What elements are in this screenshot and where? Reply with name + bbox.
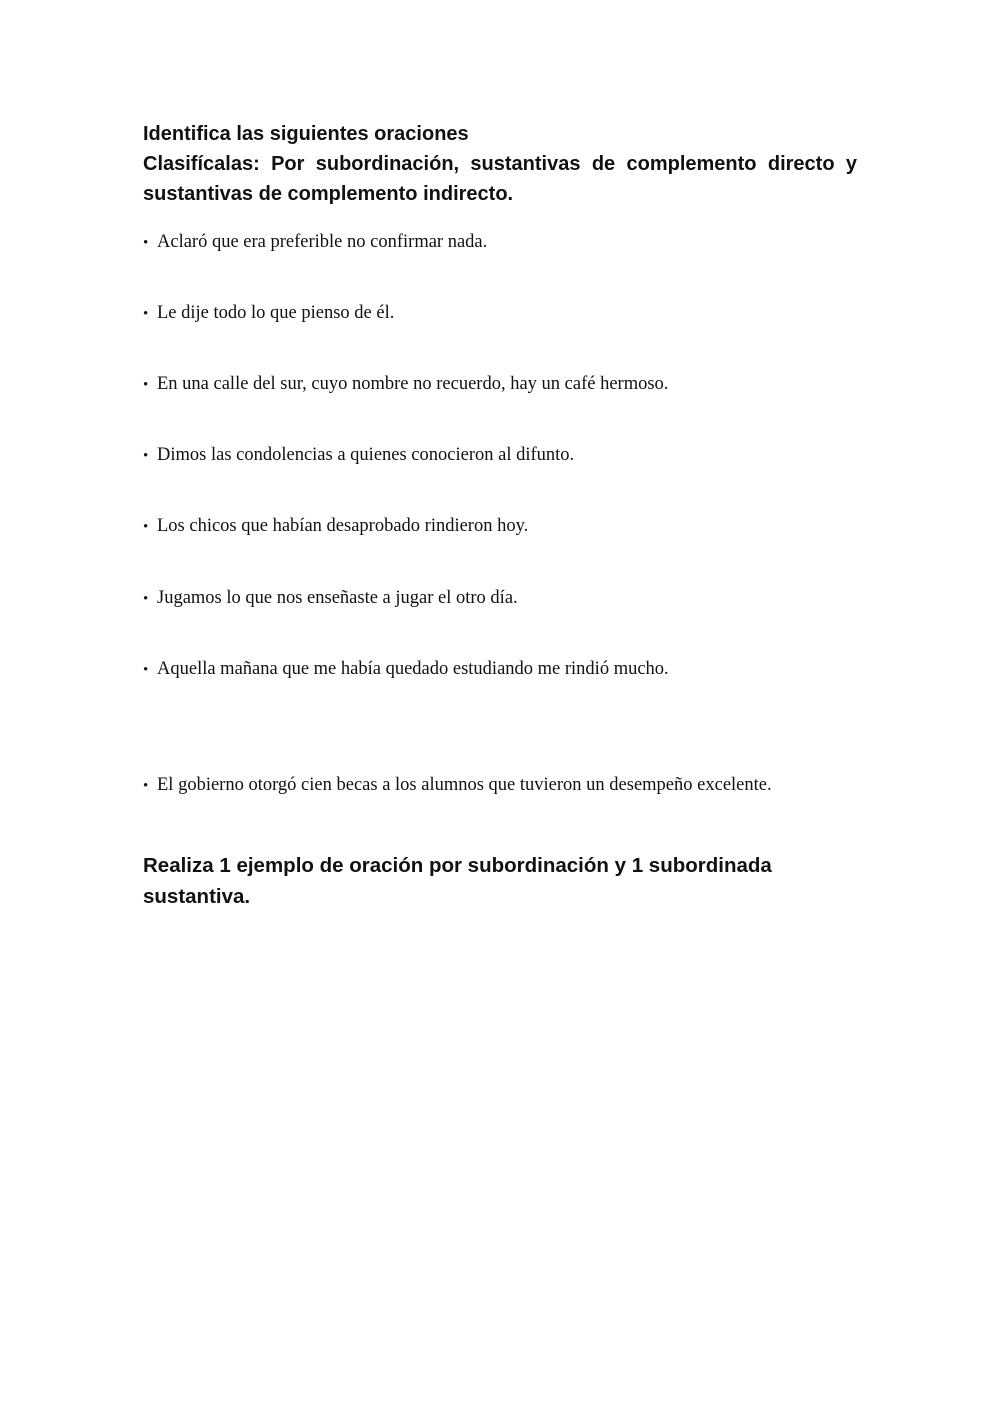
sentence-text: Le dije todo lo que pienso de él. [157,303,395,323]
sentence-text: En una calle del sur, cuyo nombre no recuerdo, hay un café hermoso. [157,374,669,394]
sentence-text: Los chicos que habían desaprobado rindieron hoy. [157,516,529,536]
sentence-text: Jugamos lo que nos enseñaste a jugar el otro día. [157,588,518,608]
bullet-icon: • [143,519,149,535]
bullet-icon: • [143,306,149,322]
sentence-text: Dimos las condolencias a quienes conocieron al difunto. [157,445,575,465]
sentence-item [143,301,857,326]
sentence-text: Aquella mañana que me había quedado estudiando me rindió mucho. [157,659,669,679]
sentence-item [143,443,857,468]
sentence-item [143,586,857,611]
bullet-icon: • [143,591,149,607]
sentence-text: Aclaró que era preferible no confirmar nada. [157,232,488,252]
sentence-item [143,372,857,397]
bullet-icon: • [143,662,149,678]
sentence-text: El gobierno otorgó cien becas a los alumnos que tuvieron un desempeño excelente. [157,775,772,795]
sentence-item [143,773,857,798]
worksheet-instruction: Clasifícalas: Por subordinación, sustantivas de complemento directo y sustantivas de complemento indirecto. [143,153,857,205]
sentence-item [143,657,857,682]
worksheet-title: Identifica las siguientes oraciones [143,123,469,145]
bullet-icon: • [143,778,149,794]
bullet-icon: • [143,448,149,464]
sentence-item [143,230,857,255]
worksheet-heading [143,119,857,209]
task-prompt: Realiza 1 ejemplo de oración por subordinación y 1 subordinada sustantiva. [143,854,772,908]
sentence-item [143,514,857,539]
bullet-icon: • [143,377,149,393]
bullet-icon: • [143,235,149,251]
